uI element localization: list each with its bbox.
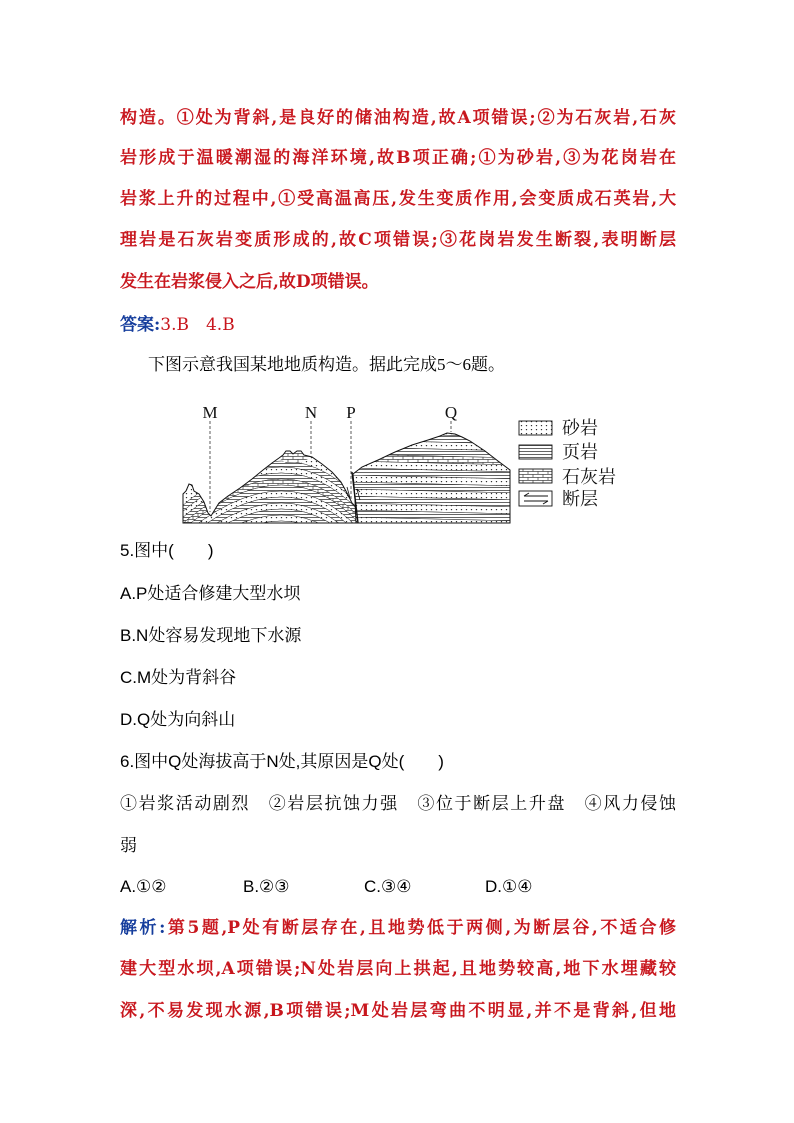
q6-option-d: D.①④ <box>485 877 533 896</box>
analysis-line-3: 岩浆上升的过程中,①受高温高压,发生变质作用,会变质成石英岩,大 <box>120 189 676 209</box>
right-rock-block <box>345 420 520 528</box>
q5-option-b: B.N处容易发现地下水源 <box>120 626 302 645</box>
q6-statements-line-2: 弱 <box>120 836 137 855</box>
q6-option-b: B.②③ <box>243 877 290 896</box>
left-rock-block <box>180 440 370 528</box>
q6-statements-line-1: ①岩浆活动剧烈 ②岩层抗蚀力强 ③位于断层上升盘 ④风力侵蚀 <box>120 794 676 813</box>
legend-swatch-shale <box>519 445 552 459</box>
legend-label-fault: 断层 <box>562 489 598 509</box>
legend-label-limestone: 石灰岩 <box>562 467 616 487</box>
geologic-cross-section <box>180 398 640 528</box>
label-p: P <box>346 403 356 422</box>
analysis-line-5: 发生在岩浆侵入之后,故D项错误。 <box>120 272 379 292</box>
legend-swatch-fault <box>519 491 552 506</box>
answer-value: 3.B 4.B <box>160 315 235 335</box>
legend <box>519 418 616 509</box>
q6-option-a: A.①② <box>120 877 167 896</box>
analysis-line-2: 岩形成于温暖潮湿的海洋环境,故B项正确;①为砂岩,③为花岗岩在 <box>120 148 676 168</box>
fold-layer-band <box>180 527 370 528</box>
rock-layer-band <box>345 426 520 437</box>
q5-option-a: A.P处适合修建大型水坝 <box>120 584 301 603</box>
legend-label-shale: 页岩 <box>562 442 598 462</box>
explanation-line-2: 建大型水坝,A项错误;N处岩层向上拱起,且地势较高,地下水埋藏较 <box>120 959 676 979</box>
explanation-line-1 <box>120 916 676 940</box>
q5-option-d: D.Q处为向斜山 <box>120 710 236 729</box>
q5-option-c: C.M处为背斜谷 <box>120 668 237 687</box>
analysis-line-1: 构造。①处为背斜,是良好的储油构造,故A项错误;②为石灰岩,石灰 <box>120 108 676 128</box>
explanation-label: 解析: <box>120 918 166 938</box>
explanation-line-3: 深,不易发现水源,B项错误;M处岩层弯曲不明显,并不是背斜,但地 <box>120 1001 676 1021</box>
right-rock-layers <box>345 426 520 528</box>
q6-option-c: C.③④ <box>364 877 412 896</box>
label-m: M <box>202 403 218 422</box>
answer-line <box>120 313 235 337</box>
legend-swatch-limestone <box>519 469 552 483</box>
q5-stem: 5.图中( ) <box>120 541 214 560</box>
legend-label-sandstone: 砂岩 <box>562 418 598 438</box>
question-intro: 下图示意我国某地地质构造。据此完成5～6题。 <box>148 355 505 374</box>
q6-stem: 6.图中Q处海拔高于N处,其原因是Q处( ) <box>120 752 444 771</box>
legend-swatch-sandstone <box>519 421 552 435</box>
explanation-text-1: 第5题,P处有断层存在,且地势低于两侧,为断层谷,不适合修 <box>165 918 676 938</box>
label-n: N <box>304 403 318 422</box>
analysis-line-4: 理岩是石灰岩变质形成的,故C项错误;③花岗岩发生断裂,表明断层 <box>120 230 676 250</box>
label-q: Q <box>444 403 458 422</box>
left-fold-layers <box>180 461 370 528</box>
answer-label: 答案: <box>120 315 161 335</box>
